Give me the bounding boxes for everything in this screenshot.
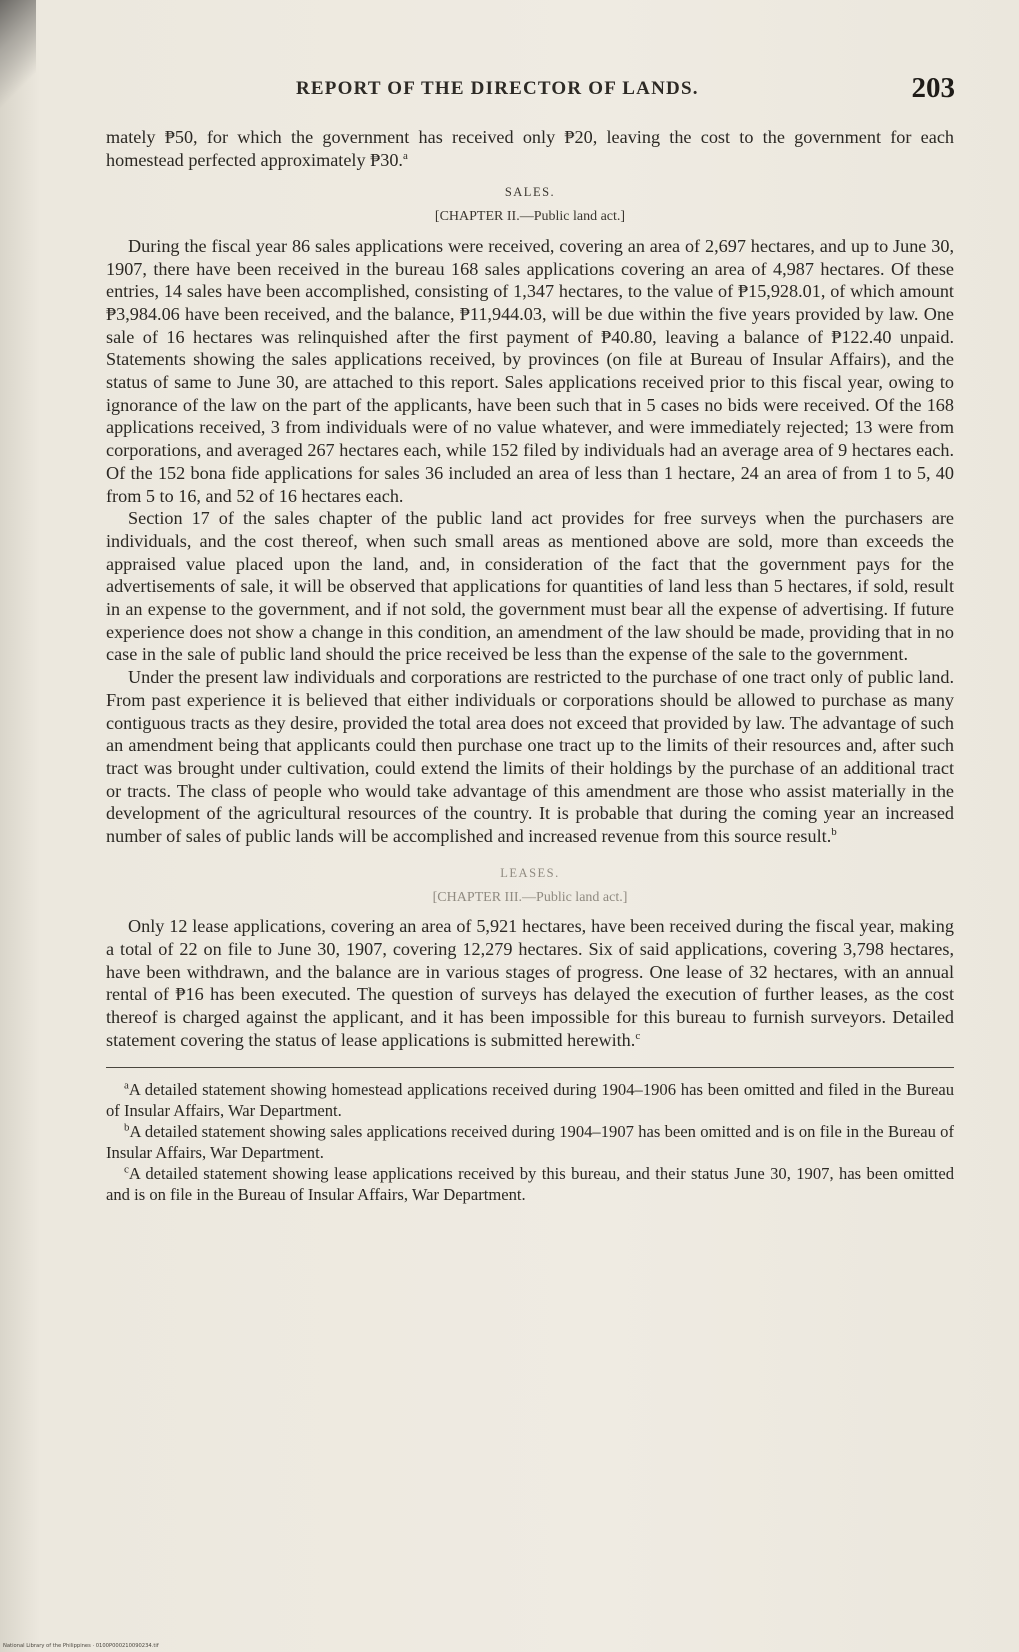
footnote-a-text: A detailed statement showing homestead applications received during 1904–1906 has been omitted and filed in the Bureau of Insular Affairs, War Department. <box>106 1080 954 1120</box>
footnote-c <box>106 1164 954 1205</box>
footnote-c-mark: c <box>124 1163 129 1176</box>
sales-paragraph-1: During the fiscal year 86 sales applications were received, covering an area of 2,697 hectares, and up to June 30, 1907, there have been received in the bureau 168 sales applications covering an area of 4,987 hectares. Of these entries, 14 sales have been accomplished, consisting of 1,347 hectares, to the value of ₱15,928.01, of which amount ₱3,984.06 have been received, and the balance, ₱11,944.03, will be due within the five years provided by law. One sale of 16 hectares was relinquished after the first payment of ₱40.80, leaving a balance of ₱122.40 unpaid. Statements showing the sales applications received, by provinces (on file at Bureau of Insular Affairs), and the status of same to June 30, are attached to this report. Sales applications received prior to this fiscal year, owing to ignorance of the law on the part of the applicants, have been such that in 5 cases no bids were received. Of the 168 applications received, 3 from individuals were of no value whatever, and were immediately rejected; 13 were from corporations, and averaged 267 hectares each, while 152 filed by individuals had an average area of 9 hectares each. Of the 152 bona fide applications for sales 36 included an area of less than 1 hectare, 24 an area of from 1 to 5, 40 from 5 to 16, and 52 of 16 hectares each. <box>106 235 954 506</box>
footnote-mark-b: b <box>831 826 837 839</box>
leases-subheading: [CHAPTER III.—Public land act.] <box>432 889 628 905</box>
footnote-c-text: A detailed statement showing lease applications received by this bureau, and their status June 30, 1907, has been omitted and is on file in the Bureau of Insular Affairs, War Department. <box>106 1164 954 1204</box>
page-number: 203 <box>911 72 955 104</box>
footnote-mark-c: c <box>635 1029 641 1042</box>
footnote-mark-a: a <box>402 149 408 162</box>
sales-heading: SALES. <box>504 185 556 200</box>
footnotes <box>106 1080 954 1205</box>
scan-source-tag: National Library of the Philippines · 0100P000210090234.tif <box>3 1643 159 1649</box>
page-header <box>100 72 955 112</box>
footnote-rule <box>106 1067 954 1068</box>
footnote-b <box>106 1122 954 1163</box>
scan-corner-shadow <box>0 0 36 110</box>
leases-heading: LEASES. <box>500 865 560 880</box>
opening-paragraph-text: mately ₱50, for which the government has received only ₱20, leaving the cost to the government for each homestead perfected approximately ₱30. <box>106 127 954 170</box>
sales-subheading: [CHAPTER II.—Public land act.] <box>434 209 626 225</box>
footnote-b-text: A detailed statement showing sales applications received during 1904–1907 has been omitted and is on file in the Bureau of Insular Affairs, War Department. <box>106 1122 954 1162</box>
page-body <box>106 126 954 1206</box>
running-head: REPORT OF THE DIRECTOR OF LANDS. <box>296 78 699 99</box>
sales-paragraph-3 <box>106 666 954 848</box>
footnote-a-mark: a <box>124 1079 129 1092</box>
sales-paragraph-2: Section 17 of the sales chapter of the public land act provides for free surveys when the purchasers are individuals, and the cost thereof, when such small areas as mentioned above are sold, more than exceeds the appraised value placed upon the land, and, in consideration of the fact that the government pays for the advertisements of sale, it will be observed that applications for quantities of land less than 5 hectares, if sold, result in an expense to the government, and if not sold, the government must bear all the expense of advertising. If future experience does not show a change in this condition, an amendment of the law should be made, providing that in no case in the sale of public land should the price received be less than the expense of the sale to the government. <box>106 508 954 665</box>
sales-paragraph-3-text: Under the present law individuals and corporations are restricted to the purchase of one tract only of public land. From past experience it is believed that either individuals or corporations should be allowed to purchase as many contiguous tracts as they desire, provided the total area does not exceed that provided by law. The advantage of such an amendment being that applicants could then purchase one tract up to the limits of their resources and, after such tract was brought under cultivation, could extend the limits of their holdings by the purchase of an additional tract or tracts. The class of people who would take advantage of this amendment are those who assist materially in the development of the agricultural resources of the country. It is probable that during the coming year an increased number of sales of public lands will be accomplished and increased revenue from this source result. <box>106 667 954 847</box>
leases-paragraph-1 <box>106 915 954 1051</box>
footnote-a <box>106 1080 954 1121</box>
opening-paragraph <box>106 126 954 171</box>
footnote-b-mark: b <box>124 1121 130 1134</box>
leases-paragraph-1-text: Only 12 lease applications, covering an area of 5,921 hectares, have been received during the fiscal year, making a total of 22 on file to June 30, 1907, covering 12,279 hectares. Six of said applications, covering 3,798 hectares, have been withdrawn, and the balance are in various stages of progress. One lease of 32 hectares, with an annual rental of ₱16 has been executed. The question of surveys has delayed the execution of further leases, as the cost thereof is charged against the applicant, and it has been impossible for this bureau to furnish surveyors. Detailed statement covering the status of lease applications is submitted herewith. <box>106 916 954 1050</box>
